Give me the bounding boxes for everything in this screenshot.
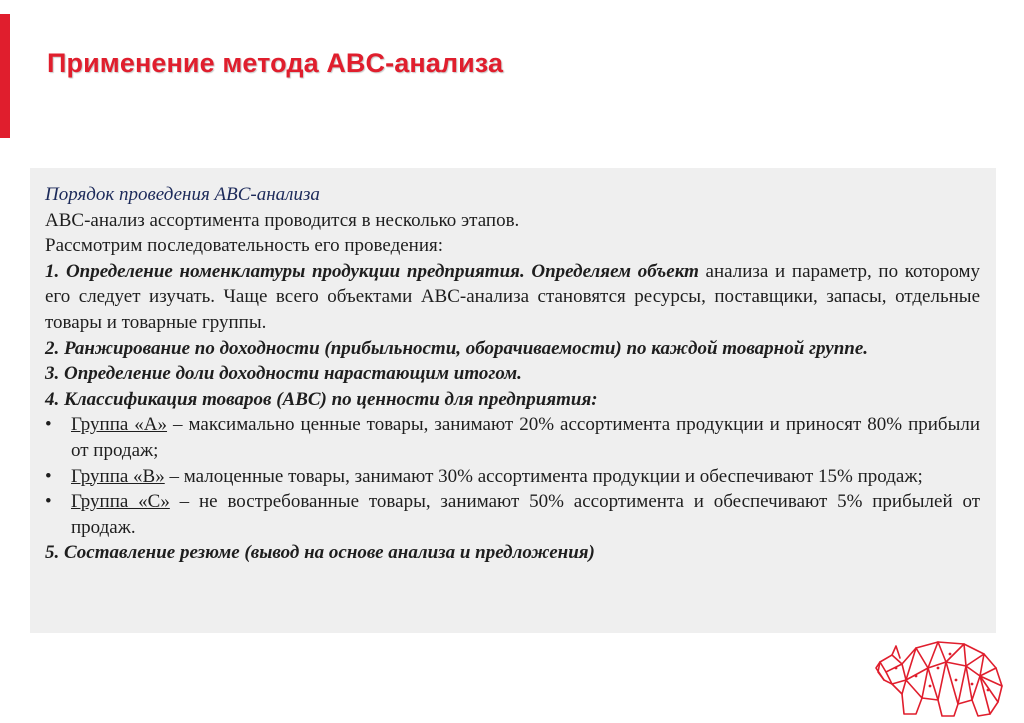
group-a-item xyxy=(45,412,980,463)
group-a-text: – максимально ценные товары, занимают 20% ассортимента продукции и приносят 80% прибыли от продаж; xyxy=(71,414,981,461)
step-1-title: 1. Определение номенклатуры продукции предприятия. Определяем объект xyxy=(45,260,699,282)
group-b-item xyxy=(45,464,980,490)
intro-line-1: ABC-анализ ассортимента проводится в несколько этапов. xyxy=(45,209,520,231)
bullet-icon: • xyxy=(45,491,52,513)
step-3: 3. Определение доли доходности нарастающим итогом. xyxy=(45,363,522,385)
step-2: 2. Ранжирование по доходности (прибыльности, оборачиваемости) по каждой товарной группе. xyxy=(45,337,869,359)
accent-bar xyxy=(0,14,10,138)
bullet-icon: • xyxy=(45,465,52,487)
intro-line-2: Рассмотрим последовательность его проведения: xyxy=(45,235,444,257)
group-c-name: Группа «С» xyxy=(71,491,170,513)
content-box xyxy=(30,168,996,633)
section-heading: Порядок проведения ABC-анализа xyxy=(45,184,320,205)
step-5: 5. Составление резюме (вывод на основе анализа и предложения) xyxy=(45,542,595,564)
step-1-text: анализа и параметр, по которому его следует изучать. Чаще всего объектами ABC-анализа становятся ресурсы, поставщики, запасы, отдельные товары и товарные группы. xyxy=(45,260,980,333)
step-1 xyxy=(45,259,980,336)
group-c-item xyxy=(45,489,980,540)
step-4: 4. Классификация товаров (ABC) по ценности для предприятия: xyxy=(45,388,598,410)
group-b-text: – малоценные товары, занимают 30% ассортимента продукции и обеспечивают 15% продаж; xyxy=(164,465,923,487)
rhino-logo-icon xyxy=(872,628,1012,720)
group-b-name: Группа «В» xyxy=(71,465,165,487)
bullet-icon: • xyxy=(45,414,52,436)
group-a-name: Группа «А» xyxy=(71,414,168,436)
slide-title: Применение метода ABC-анализа xyxy=(47,48,504,78)
group-c-text: – не востребованные товары, занимают 50% ассортимента и обеспечивают 5% прибылей от продаж. xyxy=(71,491,980,538)
